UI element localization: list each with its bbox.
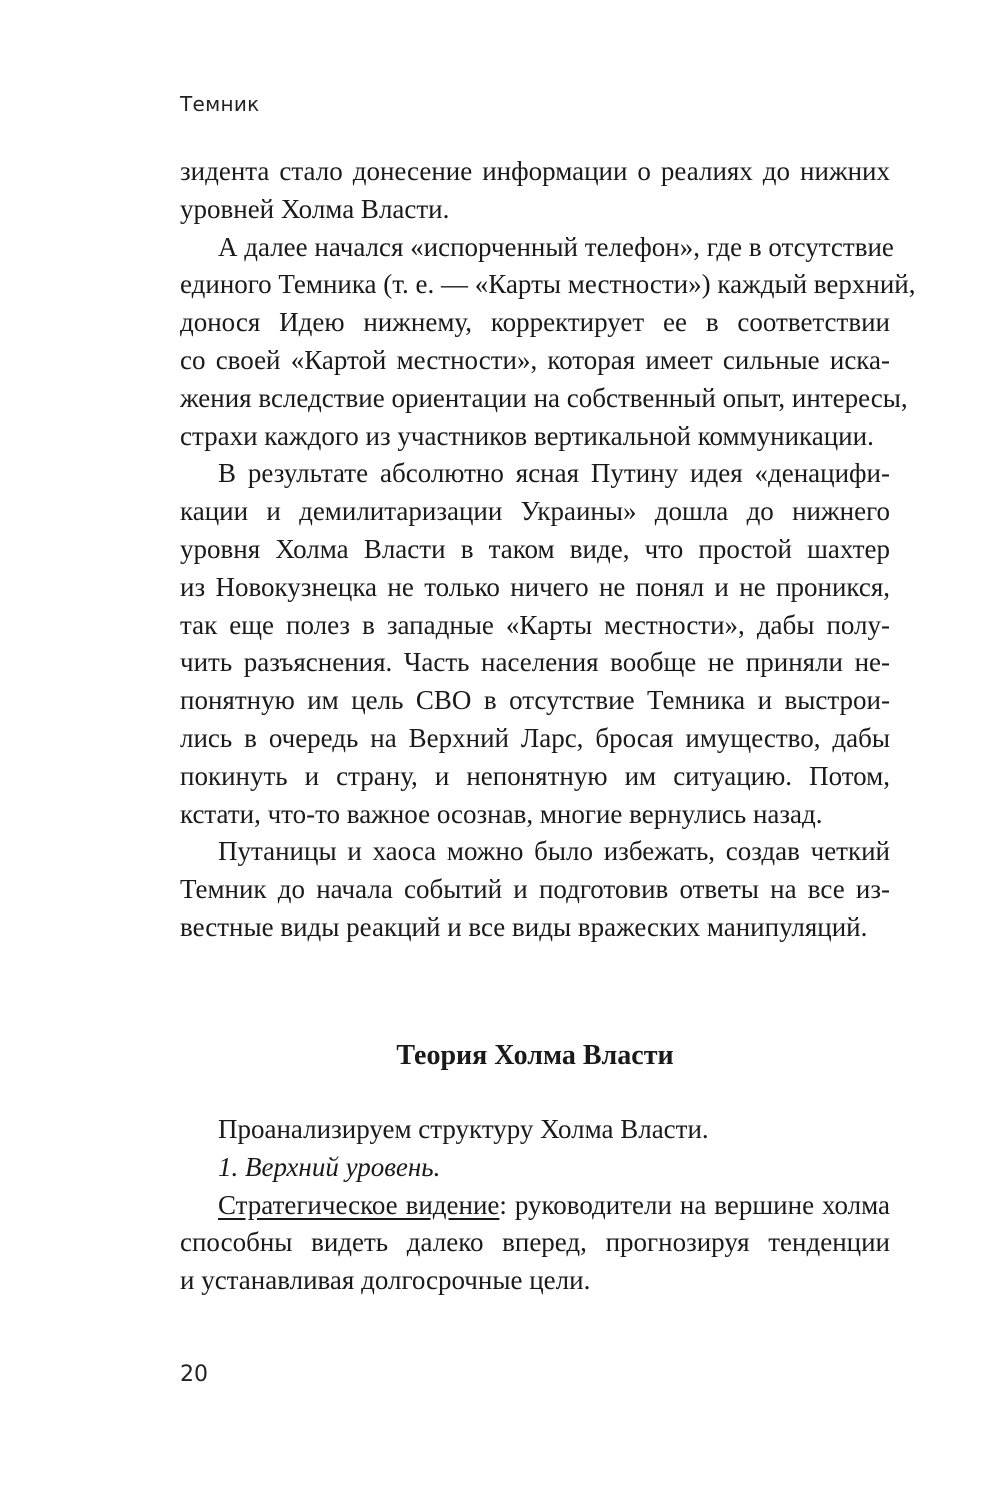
text-line: уровней Холма Власти. [180, 193, 450, 224]
text-line: Путаницы и хаоса можно было избежать, создав четкий [218, 836, 890, 867]
list-item: 1. Верхний уровень. [218, 1151, 441, 1182]
text-line: так еще полез в западные «Карты местности», дабы полу- [180, 609, 890, 640]
body-text [180, 153, 916, 947]
text-line: А далее начался «испорченный телефон», где в отсутствие [218, 231, 894, 262]
text-line: В результате абсолютно ясная Путину идея «денацифи- [218, 458, 890, 489]
page-number: 20 [180, 1362, 208, 1387]
text-line: лись в очередь на Верхний Ларс, бросая имущество, дабы [180, 722, 890, 753]
text-line: чить разъяснения. Часть населения вообще не приняли не- [180, 647, 890, 678]
section-intro: Проанализируем структуру Холма Власти. [218, 1114, 709, 1144]
text-line: способны видеть далеко вперед, прогнозируя тенденции [180, 1227, 890, 1258]
text-line: понятную им цель СВО в отсутствие Темника и выстрои- [180, 685, 890, 716]
section-heading: Теория Холма Власти [396, 1040, 674, 1071]
text-line: донося Идею нижнему, корректирует ее в соответствии [180, 307, 890, 338]
text-line: вестные виды реакций и все виды вражеских манипуляций. [180, 911, 868, 942]
text-line: зидента стало донесение информации о реалиях до нижних [180, 156, 890, 186]
text-line: кации и демилитаризации Украины» дошла до нижнего [180, 496, 890, 527]
text-line: из Новокузнецка не только ничего не понял и не проникся, [180, 571, 890, 602]
text-line: жения вследствие ориентации на собственный опыт, интересы, [180, 382, 908, 413]
definition-text: : руководители на вершине холма [499, 1189, 890, 1220]
text-line: Темник до начала событий и подготовив ответы на все из- [180, 874, 890, 905]
text-line: со своей «Картой местности», которая имеет сильные иска- [180, 344, 890, 375]
text-line: страхи каждого из участников вертикальной коммуникации. [180, 420, 874, 451]
definition-line [180, 1187, 890, 1225]
text-line: покинуть и страну, и непонятную им ситуацию. Потом, [180, 760, 890, 791]
text-line: единого Темника (т. е. — «Карты местности») каждый верхний, [180, 269, 916, 300]
text-line: уровня Холма Власти в таком виде, что простой шахтер [180, 533, 890, 564]
section-text [180, 1111, 890, 1300]
text-line: кстати, что-то важное осознав, многие вернулись назад. [180, 798, 823, 829]
defined-term: Стратегическое видение [218, 1189, 500, 1220]
running-header: Темник [180, 92, 260, 116]
text-line: и устанавливая долгосрочные цели. [180, 1265, 591, 1296]
